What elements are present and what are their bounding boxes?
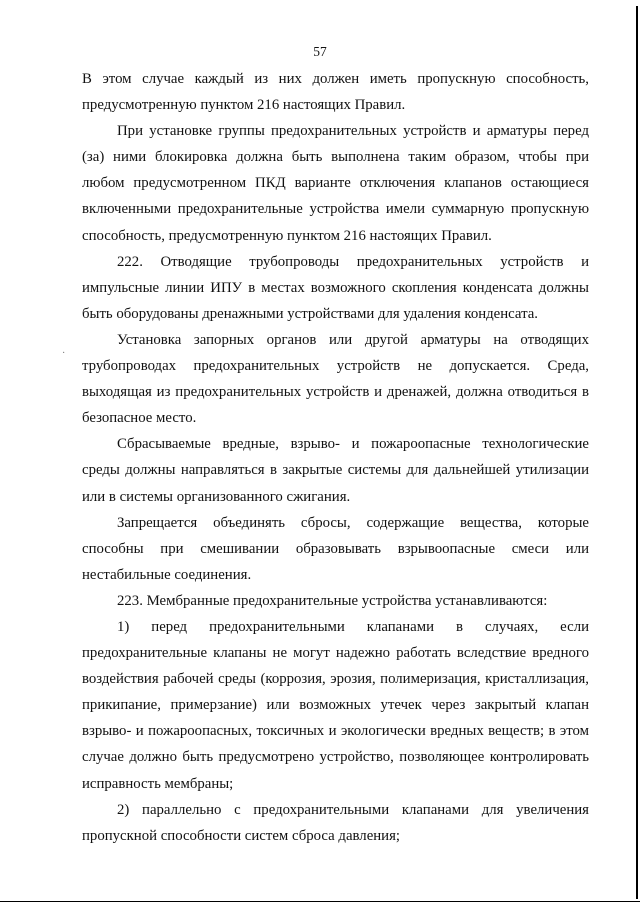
- paragraph-combining-prohibition: Запрещается объединять сбросы, содержащие вещества, которые способны при смешивании образовывать взрывоопасные смеси или нестабильные соединения.: [82, 514, 589, 583]
- scan-edge-bottom: [0, 901, 640, 902]
- body-text: [82, 66, 589, 849]
- paragraph-223-heading: 223. Мембранные предохранительные устройства устанавливаются:: [117, 592, 548, 609]
- list-item-2: 2) параллельно с предохранительными клапанами для увеличения пропускной способности систем сброса давления;: [82, 801, 589, 844]
- paragraph-shutoff-prohibition: Установка запорных органов или другой арматуры на отводящих трубопроводах предохранительных устройств не допускается. Среда, выходящая из предохранительных устройств и дренажей, должна отводиться в безопасное место.: [82, 331, 589, 427]
- paragraph-discharged-media: Сбрасываемые вредные, взрыво- и пожароопасные технологические среды должны направляться в закрытые системы для дальнейшей утилизации или в системы организованного сжигания.: [82, 436, 589, 505]
- paragraph-222: 222. Отводящие трубопроводы предохранительных устройств и импульсные линии ИПУ в местах возможного скопления конденсата должны быть оборудованы дренажными устройствами для удаления конденсата.: [82, 253, 589, 322]
- scan-artifact-mark: ·: [62, 348, 66, 359]
- page-number: 57: [313, 44, 327, 59]
- paragraph-blocking-rule: При установке группы предохранительных устройств и арматуры перед (за) ними блокировка должна быть выполнена таким образом, чтобы при любом предусмотренном ПКД варианте отключения клапанов остающиеся включенными предохранительные устройства имели суммарную пропускную способность, предусмотренную пунктом 216 настоящих Правил.: [82, 123, 589, 244]
- list-item-1: 1) перед предохранительными клапанами в случаях, если предохранительные клапаны не могут надежно работать вследствие вредного воздействия рабочей среды (коррозия, эрозия, полимеризация, кристаллизация, прикипание, примерзание) или возможных утечек через закрытый клапан взрыво- и пожароопасных, токсичных и экологически вредных веществ; в этом случае должно быть предусмотрено устройство, позволяющее контролировать исправность мембраны;: [82, 618, 589, 792]
- paragraph-continuation: В этом случае каждый из них должен иметь пропускную способность, предусмотренную пунктом 216 настоящих Правил.: [82, 71, 589, 114]
- scan-edge-right: [636, 6, 638, 899]
